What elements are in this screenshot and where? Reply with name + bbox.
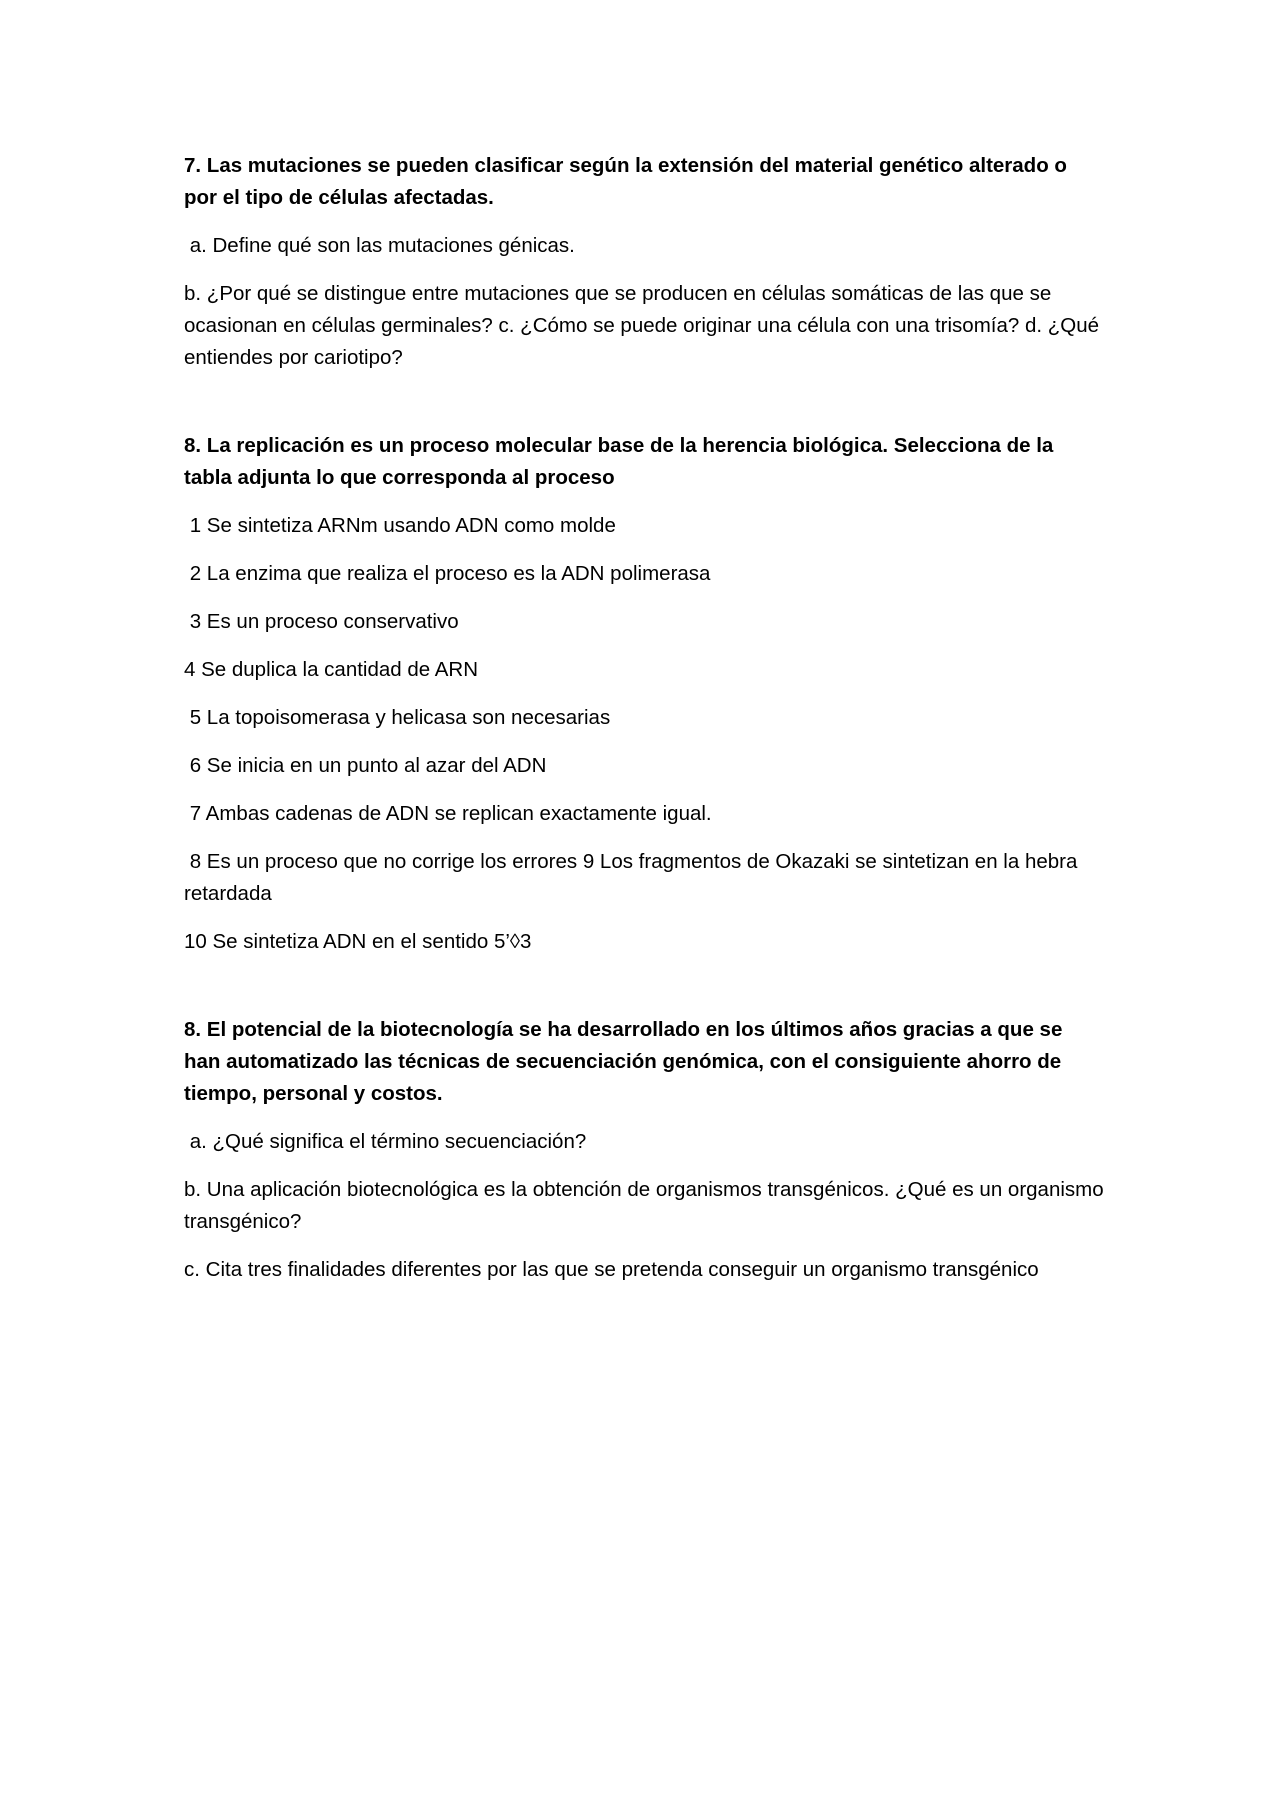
replication-item-5: 5 La topoisomerasa y helicasa son necesarias <box>184 706 611 729</box>
replication-item-3: 3 Es un proceso conservativo <box>184 610 459 633</box>
replication-item-10: 10 Se sintetiza ADN en el sentido 5’◊3 <box>184 930 532 953</box>
replication-item-7: 7 Ambas cadenas de ADN se replican exactamente igual. <box>184 802 712 825</box>
replication-item-6: 6 Se inicia en un punto al azar del ADN <box>184 754 547 777</box>
question-8-biotech-block <box>184 1014 1110 1286</box>
question-8-replication-block <box>184 430 1104 958</box>
biotech-item-c: c. Cita tres finalidades diferentes por las que se pretenda conseguir un organismo transgénico <box>184 1258 1039 1281</box>
question-8-replication-title: 8. La replicación es un proceso molecular base de la herencia biológica. Selecciona de la tabla adjunta lo que corresponda al proceso <box>184 434 1054 489</box>
replication-item-2: 2 La enzima que realiza el proceso es la ADN polimerasa <box>184 562 711 585</box>
replication-item-4: 4 Se duplica la cantidad de ARN <box>184 658 479 681</box>
question-7-title: 7. Las mutaciones se pueden clasificar según la extensión del material genético alterado o por el tipo de células afectadas. <box>184 154 1067 209</box>
question-7-item-b: b. ¿Por qué se distingue entre mutaciones que se producen en células somáticas de las que se ocasionan en células germinales? c. ¿Cómo se puede originar una célula con una trisomía? d. ¿Qué entiendes por cariotipo? <box>184 282 1105 369</box>
replication-item-1: 1 Se sintetiza ARNm usando ADN como molde <box>184 514 616 537</box>
replication-item-8-9: 8 Es un proceso que no corrige los errores 9 Los fragmentos de Okazaki se sintetizan en la hebra retardada <box>184 850 1084 905</box>
biotech-item-a: a. ¿Qué significa el término secuenciación? <box>184 1130 587 1153</box>
question-7-item-a: a. Define qué son las mutaciones génicas. <box>184 234 575 257</box>
document-body <box>184 150 1110 1286</box>
question-8-biotech-title: 8. El potencial de la biotecnología se ha desarrollado en los últimos años gracias a que se han automatizado las técnicas de secuenciación genómica, con el consiguiente ahorro de tiempo, personal y costos. <box>184 1018 1063 1105</box>
question-7-block <box>184 150 1104 374</box>
biotech-item-b: b. Una aplicación biotecnológica es la obtención de organismos transgénicos. ¿Qué es un organismo transgénico? <box>184 1178 1110 1233</box>
